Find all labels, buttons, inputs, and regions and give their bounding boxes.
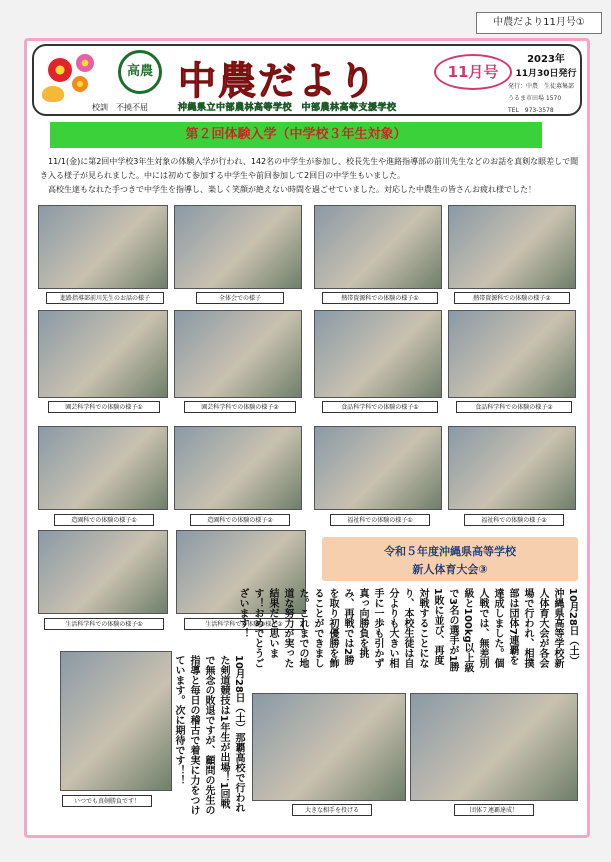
intro-paragraph: 11/1(金)に第2回中学校3年生対象の体験入学が行われ、142名の中学生が参加し、校長先生や進路指導部の前川先生などのお話を真剣な眼差しで聞き入る様子が見られました。中には初めて参加する中学生や前回参加して2回目の中学生もいました。 xyxy=(40,157,579,180)
photo xyxy=(174,426,302,510)
photo xyxy=(448,310,576,398)
page-tag: 中農だより11月号① xyxy=(476,12,602,34)
photo-caption: 生活科学科での体験の様子② xyxy=(184,618,304,630)
sports-heading-line2: 新人体育大会③ xyxy=(412,563,488,576)
newsletter-title: 中農だより xyxy=(178,59,379,103)
photo-caption: 福祉科での体験の様子② xyxy=(464,514,564,526)
sumo-article: 10月28日（土）沖縄県高等学校新人体育大会が各会場で行われ、相撲部は団体7連覇を達成しました。個人戦では、無差別級と100kg以上級で3名の選手が1勝1敗に並び、再度対戦することになり、本校生徒は自分よりも大きい相手に一歩も引かず真っ向勝負を挑み、再戦では2勝を取り初優勝を飾ることができました。これまでの地道な努力が実った結果だと思います！おめでとうございます！ xyxy=(237,588,578,673)
photo-caption: 造園科での体験の様子② xyxy=(190,514,290,526)
photo xyxy=(314,310,442,398)
intro-paragraph: 高校生達もなれた手つきで中学生を指導し、楽しく笑顔が絶えない時間を過ごせていました。対応した中農生の皆さんお疲れ様でした！ xyxy=(48,185,536,194)
photo xyxy=(448,426,576,510)
butterfly-icon xyxy=(42,86,64,102)
sports-heading xyxy=(322,537,578,581)
photo-caption: 全体会での様子 xyxy=(196,292,284,304)
sumo-throw-photo xyxy=(252,693,406,801)
photo xyxy=(448,205,576,289)
photo xyxy=(38,205,168,289)
issue-badge: 11月号 xyxy=(434,54,512,90)
photo-caption: いつでも真剣勝負です！ xyxy=(62,795,152,807)
publication-info xyxy=(508,50,582,115)
school-names: 沖縄県立中部農林高等学校 中部農林高等支援学校 xyxy=(178,103,397,113)
masthead xyxy=(32,44,582,116)
publisher: 発行：中農 生徒募集部 xyxy=(508,83,575,90)
photo-caption: 熱帯資源科での体験の様子① xyxy=(322,292,438,304)
school-logo: 高農 xyxy=(118,50,162,94)
photo-caption: 造園科での体験の様子① xyxy=(54,514,154,526)
photo xyxy=(174,310,302,398)
address: うるま市田場 1570 xyxy=(508,95,562,102)
photo xyxy=(174,205,302,289)
photo-caption: 大きな相手を投げる xyxy=(292,804,372,816)
photo-caption: 園芸科学科での体験の様子② xyxy=(184,401,296,413)
pink-flower-icon xyxy=(76,54,94,72)
photo-caption: 食品科学科での体験の様子② xyxy=(456,401,572,413)
telephone: TEL 973-3578 xyxy=(508,107,554,114)
pub-year: 2023年 xyxy=(527,54,565,65)
school-motto: 校訓 不撓不屈 xyxy=(92,103,148,112)
photo xyxy=(314,205,442,289)
section-banner: 第２回体験入学（中学校３年生対象） xyxy=(50,122,542,148)
photo xyxy=(38,310,168,398)
orange-flower-icon xyxy=(72,76,88,92)
red-flower-icon xyxy=(48,58,72,82)
sumo-team-photo xyxy=(410,693,578,801)
kendo-article: 10月28日（土）那覇高校で行われた剣道競技は1年生が出場！1回戦で無念の敗退ですが、顧問の先生の指導と毎日の稽古で着実に力をつけています。次に期待です！！ xyxy=(173,655,244,815)
sports-heading-line1: 令和５年度沖縄県高等学校 xyxy=(384,545,516,558)
photo xyxy=(314,426,442,510)
kendo-photo xyxy=(60,651,172,791)
photo-caption: 熱帯資源科での体験の様子② xyxy=(454,292,570,304)
photo-caption: 食品科学科での体験の様子① xyxy=(322,401,438,413)
photo-caption: 生活科学科での体験の様子① xyxy=(44,618,164,630)
photo-caption: 進路指導部前川先生のお話の様子 xyxy=(46,292,164,304)
photo-caption: 園芸科学科での体験の様子① xyxy=(48,401,160,413)
intro-text xyxy=(40,155,580,197)
photo xyxy=(38,530,168,614)
photo xyxy=(38,426,168,510)
photo-caption: 福祉科での体験の様子① xyxy=(330,514,430,526)
pub-date: 11月30日発行 xyxy=(515,69,577,79)
photo-caption: 団体７連覇達成！ xyxy=(454,804,534,816)
